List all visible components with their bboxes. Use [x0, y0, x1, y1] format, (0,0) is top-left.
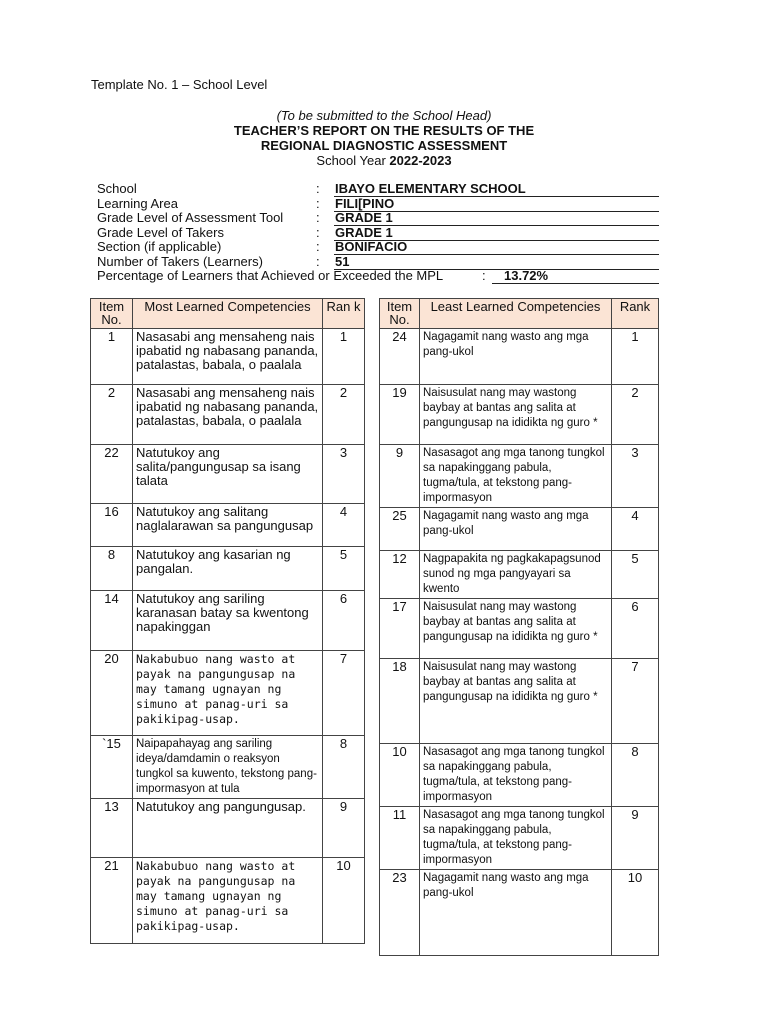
- table-row: [380, 551, 659, 599]
- rank: 8: [323, 736, 365, 799]
- grade-takers-value: GRADE 1: [334, 226, 659, 241]
- item-no: 16: [91, 504, 133, 547]
- competency: Nakabubuo nang wasto at payak na pangungusap na may tamang ugnayan ng simuno at panag-uri sa pakikipag-usap.: [133, 651, 323, 736]
- colon: :: [316, 253, 320, 269]
- item-no: 1: [91, 329, 133, 385]
- rank: 9: [612, 807, 659, 870]
- header-rank: Rank: [612, 299, 659, 329]
- report-title-line1: TEACHER’S REPORT ON THE RESULTS OF THE: [233, 123, 535, 138]
- table-row: [380, 508, 659, 551]
- competency: Natutukoy ang salitang naglalarawan sa pangungusap: [133, 504, 323, 547]
- table-row: [91, 651, 365, 736]
- item-no: 11: [380, 807, 420, 870]
- rank: 1: [323, 329, 365, 385]
- school-label: School: [97, 181, 137, 196]
- header-rank: Ran k: [323, 299, 365, 329]
- info-row-takers: [97, 255, 659, 270]
- template-label: Template No. 1 – School Level: [91, 77, 268, 92]
- grade-tool-label: Grade Level of Assessment Tool: [97, 210, 284, 225]
- table-row: [380, 385, 659, 445]
- rank: 3: [612, 445, 659, 508]
- item-no: 2: [91, 385, 133, 445]
- info-row-grade-takers: [97, 226, 659, 241]
- mpl-value: 13.72%: [492, 269, 659, 284]
- rank: 4: [612, 508, 659, 551]
- rank: 5: [323, 547, 365, 591]
- colon: :: [316, 224, 320, 240]
- table-row: [380, 445, 659, 508]
- info-row-learning-area: [97, 197, 659, 212]
- item-no: 25: [380, 508, 420, 551]
- item-no: 17: [380, 599, 420, 659]
- least-learned-table: [379, 298, 659, 956]
- competency: Nasasagot ang mga tanong tungkol sa napakinggang pabula, tugma/tula, at tekstong pang-impormasyon: [420, 445, 612, 508]
- school-year-value: 2022-2023: [389, 153, 452, 168]
- item-no: 24: [380, 329, 420, 385]
- table-row: [91, 329, 365, 385]
- info-row-mpl: [97, 269, 659, 284]
- report-title-line2: REGIONAL DIAGNOSTIC ASSESSMENT: [260, 138, 508, 153]
- competency: Naisusulat nang may wastong baybay at bantas ang salita at pangungusap na ididikta ng guro *: [420, 385, 612, 445]
- rank: 8: [612, 744, 659, 807]
- colon: :: [316, 195, 320, 211]
- table-row: [91, 445, 365, 504]
- item-no: 22: [91, 445, 133, 504]
- item-no: 20: [91, 651, 133, 736]
- table-header-row: [91, 299, 365, 329]
- rank: 10: [612, 870, 659, 956]
- colon: :: [316, 239, 320, 254]
- item-no: 12: [380, 551, 420, 599]
- table-row: [91, 799, 365, 858]
- item-no: 13: [91, 799, 133, 858]
- rank: 6: [612, 599, 659, 659]
- item-no: 9: [380, 445, 420, 508]
- mpl-label: Percentage of Learners that Achieved or Exceeded the MPL: [97, 268, 444, 283]
- grade-tool-value: GRADE 1: [334, 211, 659, 226]
- competency: Nasasabi ang mensaheng nais ipabatid ng nabasang pananda, patalastas, babala, o paalala: [133, 329, 323, 385]
- table-row: [91, 547, 365, 591]
- section-label: Section (if applicable): [97, 239, 222, 254]
- school-year-label: School Year: [316, 153, 390, 168]
- competency: Naisusulat nang may wastong baybay at bantas ang salita at pangungusap na ididikta ng guro *: [420, 599, 612, 659]
- header-item-no: Item No.: [91, 299, 133, 329]
- rank: 7: [612, 659, 659, 744]
- competency: Nagagamit nang wasto ang mga pang-ukol: [420, 508, 612, 551]
- competency: Natutukoy ang salita/pangungusap sa isang talata: [133, 445, 323, 504]
- rank: 9: [323, 799, 365, 858]
- competency: Nakabubuo nang wasto at payak na pangungusap na may tamang ugnayan ng simuno at panag-uri sa pakikipag-usap.: [133, 858, 323, 944]
- competency: Nagagamit nang wasto ang mga pang-ukol: [420, 329, 612, 385]
- rank: 4: [323, 504, 365, 547]
- table-row: [91, 504, 365, 547]
- item-no: 10: [380, 744, 420, 807]
- competency: Naisusulat nang may wastong baybay at bantas ang salita at pangungusap na ididikta ng guro *: [420, 659, 612, 744]
- info-row-school: [97, 182, 659, 197]
- rank: 6: [323, 591, 365, 651]
- item-no: 18: [380, 659, 420, 744]
- report-header: [0, 108, 768, 168]
- competency: Natutukoy ang kasarian ng pangalan.: [133, 547, 323, 591]
- info-row-grade-tool: [97, 211, 659, 226]
- learning-area-value: FILI[PINO: [334, 197, 659, 212]
- info-section: [97, 182, 659, 284]
- item-no: 23: [380, 870, 420, 956]
- table-row: [380, 659, 659, 744]
- table-row: [380, 870, 659, 956]
- colon: :: [316, 210, 320, 225]
- takers-label: Number of Takers (Learners): [97, 253, 263, 269]
- rank: 1: [612, 329, 659, 385]
- table-row: [91, 385, 365, 445]
- learning-area-label: Learning Area: [97, 195, 178, 211]
- colon: :: [482, 268, 486, 283]
- competency: Nagpapakita ng pagkakapagsunod sunod ng mga pangyayari sa kwento: [420, 551, 612, 599]
- info-row-section: [97, 240, 659, 255]
- rank: 7: [323, 651, 365, 736]
- table-row: [380, 807, 659, 870]
- competency: Natutukoy ang pangungusap.: [133, 799, 323, 858]
- competency: Nasasagot ang mga tanong tungkol sa napakinggang pabula, tugma/tula, at tekstong pang-impormasyon: [420, 744, 612, 807]
- rank: 5: [612, 551, 659, 599]
- colon: :: [316, 181, 320, 196]
- competency: Natutukoy ang sariling karanasan batay sa kwentong napakinggan: [133, 591, 323, 651]
- takers-value: 51: [334, 255, 659, 270]
- competency: Nasasagot ang mga tanong tungkol sa napakinggang pabula, tugma/tula, at tekstong pang-impormasyon: [420, 807, 612, 870]
- item-no: 8: [91, 547, 133, 591]
- item-no: 14: [91, 591, 133, 651]
- header-least-learned: Least Learned Competencies: [420, 299, 612, 329]
- most-learned-table: [90, 298, 365, 944]
- table-row: [91, 736, 365, 799]
- header-most-learned: Most Learned Competencies: [133, 299, 323, 329]
- rank: 3: [323, 445, 365, 504]
- section-value: BONIFACIO: [334, 240, 659, 255]
- submission-note: (To be submitted to the School Head): [276, 108, 492, 123]
- competency: Naipapahayag ang sariling ideya/damdamin o reaksyon tungkol sa kuwento, tekstong pang-impormasyon at tula: [133, 736, 323, 799]
- table-row: [380, 744, 659, 807]
- item-no: 21: [91, 858, 133, 944]
- grade-takers-label: Grade Level of Takers: [97, 224, 224, 240]
- rank: 10: [323, 858, 365, 944]
- table-header-row: [380, 299, 659, 329]
- table-row: [91, 858, 365, 944]
- table-row: [380, 329, 659, 385]
- rank: 2: [612, 385, 659, 445]
- item-no: `15: [91, 736, 133, 799]
- table-row: [91, 591, 365, 651]
- competency: Nasasabi ang mensaheng nais ipabatid ng nabasang pananda, patalastas, babala, o paalala: [133, 385, 323, 445]
- item-no: 19: [380, 385, 420, 445]
- rank: 2: [323, 385, 365, 445]
- competency: Nagagamit nang wasto ang mga pang-ukol: [420, 870, 612, 956]
- table-row: [380, 599, 659, 659]
- school-year: [0, 153, 768, 168]
- school-value: IBAYO ELEMENTARY SCHOOL: [334, 182, 659, 197]
- header-item-no: Item No.: [380, 299, 420, 329]
